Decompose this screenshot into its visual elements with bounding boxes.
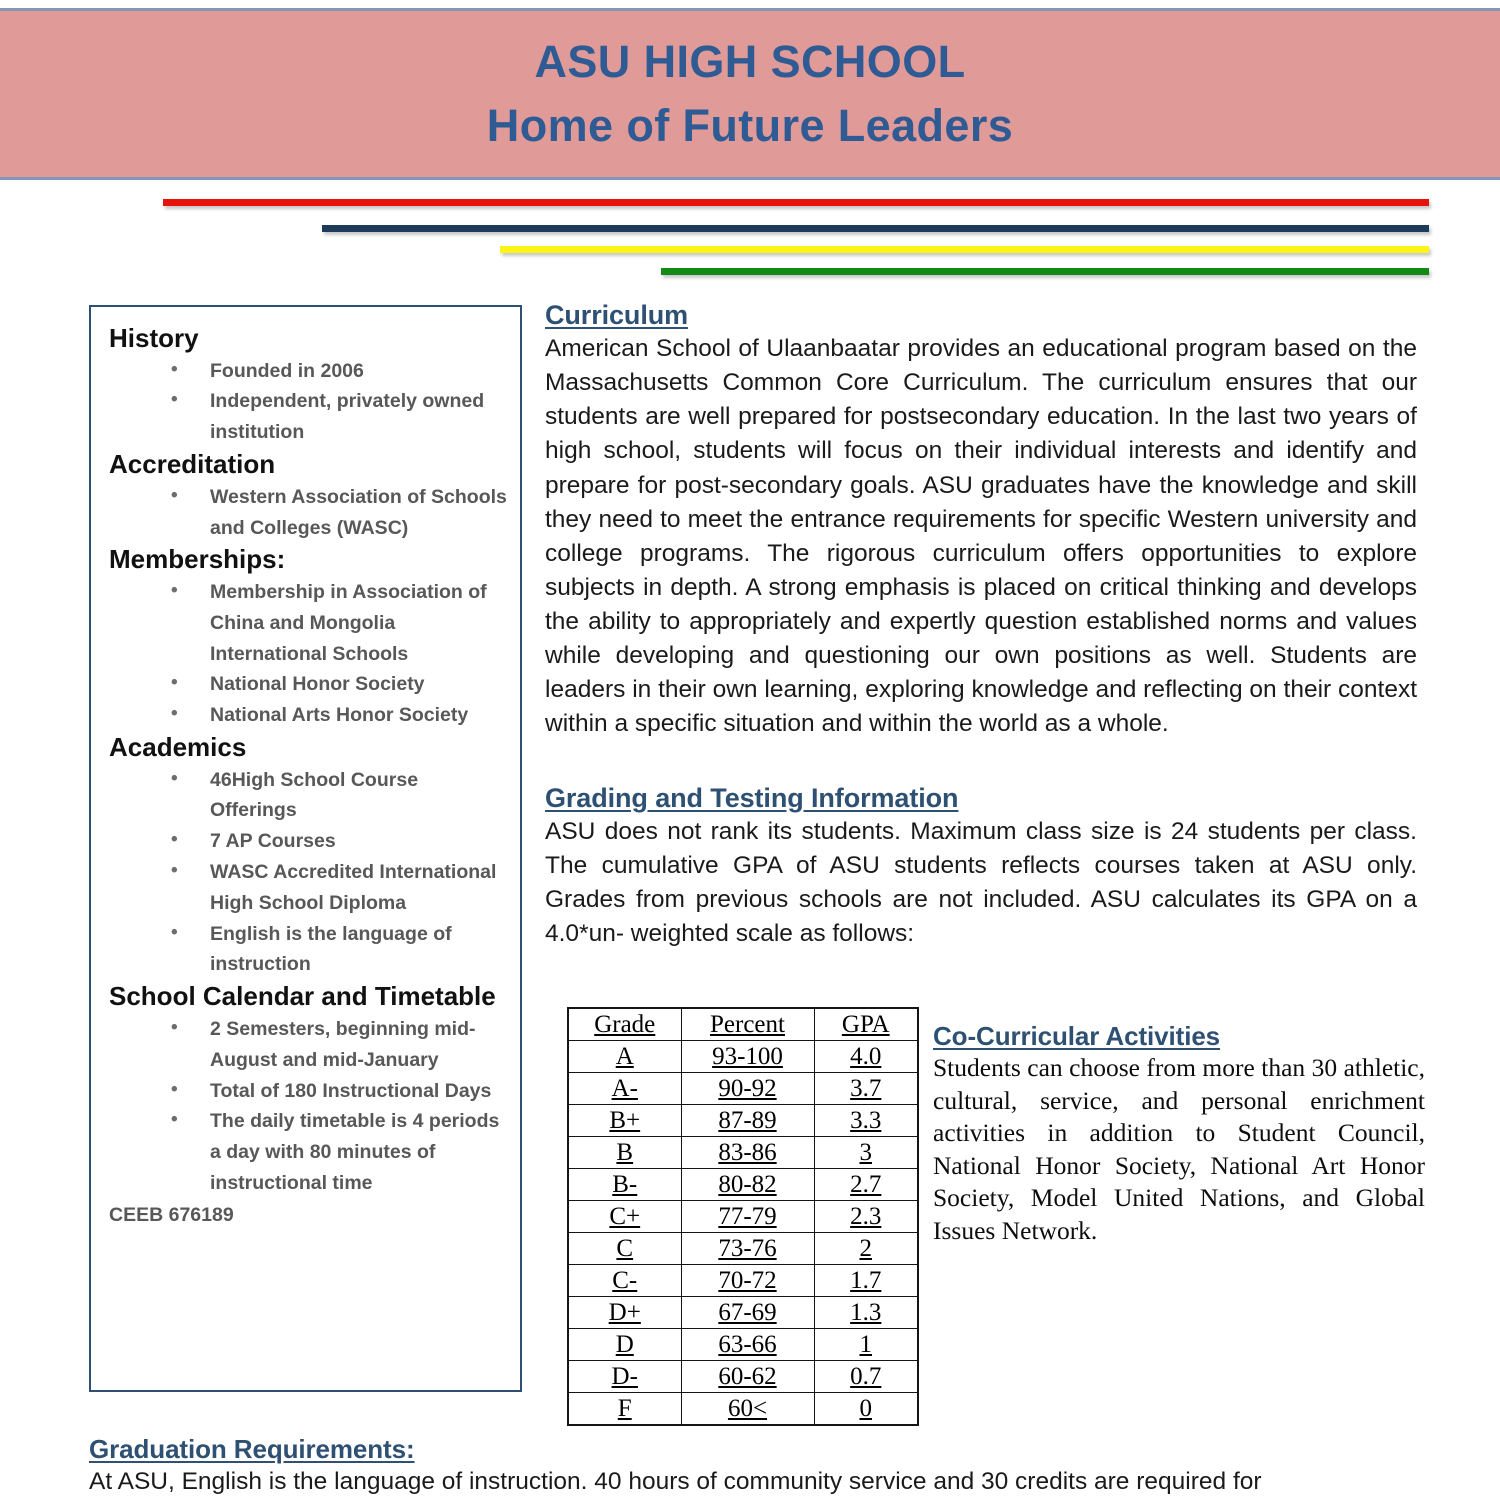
section-heading-history: History <box>109 323 199 353</box>
table-cell: 87-89 <box>681 1105 814 1137</box>
co-curricular-paragraph: Students can choose from more than 30 athletic, cultural, service, and personal enrichment activities in addition to Student Council, National Honor Society, National Art Honor Society, Model United Nations, and Global Issues Network. <box>933 1053 1425 1245</box>
table-header-cell: Grade <box>568 1008 681 1041</box>
table-row <box>568 1361 918 1393</box>
calendar-list <box>109 1014 510 1199</box>
table-cell: C- <box>568 1265 681 1297</box>
academics-list <box>109 765 510 981</box>
section-heading-calendar: School Calendar and Timetable <box>109 981 496 1012</box>
accreditation-list <box>109 482 510 544</box>
table-cell: 3.3 <box>814 1105 918 1137</box>
table-cell: 4.0 <box>814 1041 918 1073</box>
table-cell: C+ <box>568 1201 681 1233</box>
table-cell: A- <box>568 1073 681 1105</box>
table-cell: 80-82 <box>681 1169 814 1201</box>
table-cell: 1 <box>814 1329 918 1361</box>
heading-graduation: Graduation Requirements: <box>89 1434 415 1464</box>
history-list <box>109 356 510 448</box>
table-activities-row <box>567 1007 1427 1426</box>
grading-section <box>545 783 1417 952</box>
list-item: • National Honor Society <box>109 669 510 700</box>
curriculum-paragraph: American School of Ulaanbaatar provides an educational program based on the Massachusetts Common Core Curriculum. The curriculum ensures that our students are well prepared for postsecondary education. In the last two years of high school, students will focus on their individual interests and identify and prepare for post-secondary goals. ASU graduates have the knowledge and skill they need to meet the entrance requirements for specific Western university and college programs. The rigorous curriculum offers opportunities to explore subjects in depth. A strong emphasis is placed on critical thinking and develops the ability to appropriately and expertly question established norms and values while developing and questioning our own positions as well. Students are leaders in their own learning, exploring knowledge and reflecting on their context within a specific situation and within the world as a whole. <box>545 335 1417 737</box>
list-item: • English is the language of instruction <box>109 919 510 981</box>
table-row <box>568 1041 918 1073</box>
table-cell: 2.7 <box>814 1169 918 1201</box>
table-cell: 60-62 <box>681 1361 814 1393</box>
table-header-row <box>568 1008 918 1041</box>
co-curricular-block <box>933 1007 1425 1247</box>
table-cell: 1.3 <box>814 1297 918 1329</box>
table-cell: A <box>568 1041 681 1073</box>
table-cell: 0.7 <box>814 1361 918 1393</box>
table-cell: 83-86 <box>681 1137 814 1169</box>
table-cell: B <box>568 1137 681 1169</box>
list-item: • Membership in Association of China and Mongolia International Schools <box>109 577 510 669</box>
table-cell: D+ <box>568 1297 681 1329</box>
table-row <box>568 1297 918 1329</box>
table-cell: D <box>568 1329 681 1361</box>
table-cell: 77-79 <box>681 1201 814 1233</box>
navy-rule <box>322 225 1429 232</box>
school-name-title: ASU HIGH SCHOOL <box>534 36 966 88</box>
table-row <box>568 1265 918 1297</box>
list-item: • National Arts Honor Society <box>109 700 510 731</box>
heading-curriculum: Curriculum <box>545 300 689 330</box>
table-cell: 2 <box>814 1233 918 1265</box>
yellow-rule <box>500 246 1429 253</box>
section-heading-memberships: Memberships: <box>109 544 286 575</box>
section-heading-accreditation: Accreditation <box>109 449 276 480</box>
section-heading-academics: Academics <box>109 731 247 762</box>
school-tagline: Home of Future Leaders <box>486 100 1014 151</box>
table-cell: 93-100 <box>681 1041 814 1073</box>
main-content-column <box>545 300 1417 951</box>
grade-scale-table <box>567 1007 919 1426</box>
table-cell: C <box>568 1233 681 1265</box>
table-cell: D- <box>568 1361 681 1393</box>
table-cell: 63-66 <box>681 1329 814 1361</box>
list-item: • Western Association of Schools and Colleges (WASC) <box>109 482 510 544</box>
list-item: • Total of 180 Instructional Days <box>109 1076 510 1107</box>
graduation-requirements-section <box>89 1434 1429 1499</box>
table-row <box>568 1105 918 1137</box>
table-cell: 3.7 <box>814 1073 918 1105</box>
list-item: • 2 Semesters, beginning mid-August and mid-January <box>109 1014 510 1076</box>
table-row <box>568 1233 918 1265</box>
table-cell: 3 <box>814 1137 918 1169</box>
memberships-list <box>109 577 510 731</box>
green-rule <box>661 268 1429 275</box>
grading-paragraph: ASU does not rank its students. Maximum class size is 24 students per class. The cumulative GPA of ASU students reflects courses taken at ASU only. Grades from previous schools are not included. ASU calculates its GPA on a 4.0*un- weighted scale as follows: <box>545 818 1417 948</box>
list-item: • Founded in 2006 <box>109 356 510 387</box>
table-cell: B- <box>568 1169 681 1201</box>
table-cell: 60< <box>681 1393 814 1426</box>
list-item: • Independent, privately owned institution <box>109 386 510 448</box>
heading-co-curricular: Co-Curricular Activities <box>933 1021 1221 1051</box>
table-cell: 90-92 <box>681 1073 814 1105</box>
table-cell: 73-76 <box>681 1233 814 1265</box>
table-cell: F <box>568 1393 681 1426</box>
heading-grading: Grading and Testing Information <box>545 782 959 813</box>
table-row <box>568 1073 918 1105</box>
ceeb-code: CEEB 676189 <box>109 1203 234 1226</box>
table-cell: 1.7 <box>814 1265 918 1297</box>
header-banner <box>0 8 1500 180</box>
table-cell: 0 <box>814 1393 918 1426</box>
list-item: • 7 AP Courses <box>109 826 510 857</box>
red-rule <box>163 199 1429 206</box>
table-cell: 2.3 <box>814 1201 918 1233</box>
table-cell: 70-72 <box>681 1265 814 1297</box>
graduation-paragraph: At ASU, English is the language of instruction. 40 hours of community service and 30 credits are required for <box>89 1468 1262 1496</box>
table-cell: 67-69 <box>681 1297 814 1329</box>
list-item: • WASC Accredited International High School Diploma <box>109 857 510 919</box>
table-header-cell: GPA <box>814 1008 918 1041</box>
list-item: • The daily timetable is 4 periods a day with 80 minutes of instructional time <box>109 1106 510 1198</box>
table-row <box>568 1329 918 1361</box>
table-row <box>568 1137 918 1169</box>
school-facts-box <box>89 305 522 1392</box>
table-header-cell: Percent <box>681 1008 814 1041</box>
list-item: • 46High School Course Offerings <box>109 765 510 827</box>
table-row <box>568 1169 918 1201</box>
table-cell: B+ <box>568 1105 681 1137</box>
table-row <box>568 1201 918 1233</box>
table-row <box>568 1393 918 1426</box>
